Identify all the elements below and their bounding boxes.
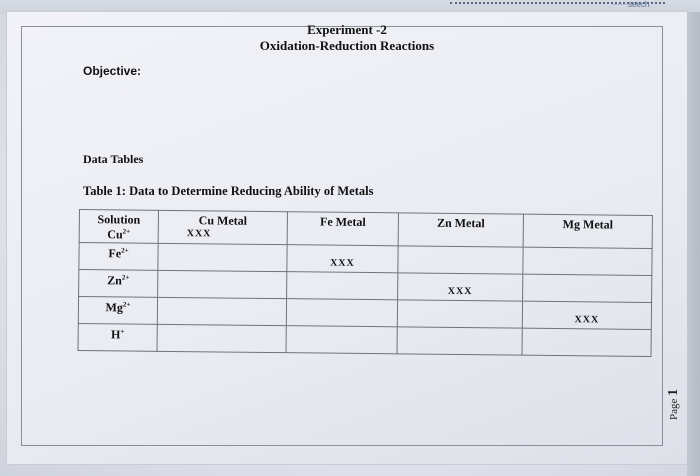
table-cell-ion[interactable] [79,243,158,271]
ion-charge: 2+ [122,227,131,236]
cell-mark [287,311,397,312]
experiment-subtitle: Oxidation-Reduction Reactions [259,38,435,53]
table-cell[interactable] [397,300,522,328]
cell-mark [158,310,286,311]
ion-symbol: H [110,327,121,342]
cell-mark [398,339,522,340]
cell-mark [287,338,397,339]
table-cell[interactable] [523,274,652,302]
ion-symbol: Cu [107,227,123,242]
ion-label [79,270,157,289]
cell-mark [523,260,651,261]
table-cell[interactable] [397,327,522,355]
column-header: Mg Metal [562,217,614,232]
table-cell[interactable] [286,299,397,327]
page-number-value: 1 [666,388,681,396]
table-cell-mg-header[interactable] [523,214,652,248]
page-label: Page [668,398,680,420]
ion-label [80,227,158,243]
experiment-title: Experiment -2 [307,22,387,37]
objective-label: Objective: [83,64,142,78]
table-cell[interactable] [522,301,651,329]
cell-mark [523,341,651,342]
table-row [78,323,651,356]
cell-mark [399,258,523,259]
ion-label [79,297,157,316]
table-cell[interactable] [523,247,652,275]
ion-charge: + [120,327,125,336]
corner-text: ······seech [612,0,650,9]
cell-mark [398,312,522,313]
cell-mark [158,283,286,284]
cell-mark: XXX [186,228,212,240]
table-cell-cu-header[interactable] [158,210,287,244]
table-cell-ion[interactable] [78,297,157,325]
table-cell-ion[interactable] [79,270,158,298]
table-cell[interactable] [522,328,651,356]
ion-label [79,324,157,343]
table-cell-ion[interactable] [78,323,157,351]
ion-charge: 2+ [121,246,129,255]
table-cell[interactable] [157,324,286,352]
ion-charge: 2+ [122,300,131,309]
cell-mark [158,337,286,338]
cell-mark [523,287,651,288]
cell-mark [287,284,397,285]
document-page [7,12,687,464]
table-cell[interactable] [286,326,397,354]
table-cell[interactable] [287,272,398,300]
table-cell-zn-header[interactable] [398,213,523,247]
table-cell-solution-header[interactable] [79,210,158,244]
column-header: Fe Metal [319,214,366,230]
cell-mark: XXX [574,314,600,326]
column-header: Cu Metal [198,213,248,228]
table-cell[interactable] [398,273,523,301]
ion-symbol: Fe [108,246,122,261]
column-header: Solution [97,212,141,227]
cell-mark: XXX [330,257,355,269]
data-table [78,209,653,357]
cell-mark: XXX [447,285,473,298]
data-tables-label: Data Tables [83,152,144,166]
table-cell[interactable] [157,297,286,325]
table-caption: Table 1: Data to Determine Reducing Ability of Metals [83,184,374,198]
ion-label [79,243,157,262]
ion-symbol: Zn [107,273,122,288]
page-number [666,380,680,420]
table-cell[interactable] [287,245,398,273]
column-header: Zn Metal [436,215,485,231]
ion-symbol: Mg [105,300,123,315]
table-cell[interactable] [158,243,287,271]
table-cell[interactable] [158,270,287,298]
table-cell[interactable] [398,246,523,274]
page-edge-shadow [687,12,700,476]
ion-charge: 2+ [121,273,130,282]
cell-mark [159,256,287,257]
table-cell-fe-header[interactable] [287,212,398,246]
